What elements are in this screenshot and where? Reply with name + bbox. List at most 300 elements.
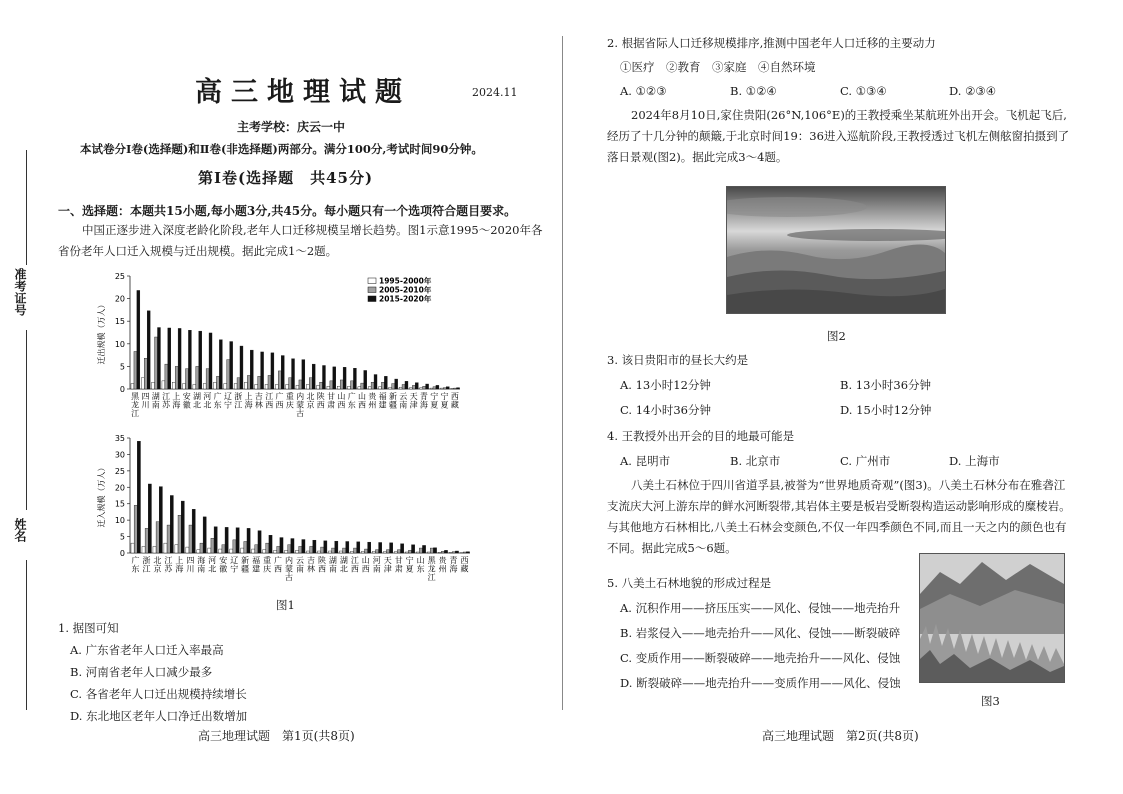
q1-option-b: B. 河南省老年人口减少最多 [70,665,213,679]
bar [299,546,302,553]
bar [144,358,147,389]
bar [263,550,266,553]
category-label: 湖北 [193,392,202,410]
figure1-charts [96,268,476,590]
bar [324,541,327,553]
bar [214,382,217,389]
bar [288,545,291,553]
bar [172,382,175,389]
bar [357,542,360,553]
bar [379,387,382,389]
category-label: 河北 [203,392,212,410]
bar [275,384,278,389]
bar [443,388,446,389]
category-label: 江西 [265,392,274,410]
bar [214,527,217,553]
footer-page2: 高三地理试题 第2页(共8页) [762,729,919,743]
q4-option-d: D. 上海市 [949,454,1000,468]
category-label: 辽宁 [230,556,239,574]
bar [158,328,161,389]
bar [203,384,206,389]
category-label: 广西 [275,392,284,410]
bar [219,340,222,389]
q3-option-c: C. 14小时36分钟 [620,403,711,417]
category-label: 江西 [350,556,359,574]
bar [147,311,150,389]
bar [364,370,367,389]
inmigration-chart [96,434,470,582]
category-label: 甘肃 [394,556,403,574]
bar [165,364,168,389]
bar [379,542,382,553]
bar [277,546,280,553]
category-label: 山西 [361,556,370,574]
bar [423,386,426,389]
bar [192,509,195,553]
category-label: 宁夏 [405,556,414,574]
legend-swatch [368,296,376,302]
category-label: 广东 [131,556,140,574]
y-tick-label: 30 [114,450,125,460]
bar [401,544,404,553]
q2-option-d: D. ②③④ [949,84,997,98]
q4-stem: 4. 王教授外出开会的目的地最可能是 [607,429,795,443]
q2-option-b: B. ①②④ [730,84,777,98]
bar [156,522,159,553]
bar [236,528,239,553]
category-label: 上海 [244,392,253,410]
bar [244,542,247,554]
bar [289,378,292,389]
q5-option-b: B. 岩浆侵入——地壳抬升——风化、侵蚀——断裂破碎 [620,626,901,640]
q3-option-d: D. 15小时12分钟 [840,403,932,417]
q3-option-a: A. 13小时12分钟 [620,378,711,392]
category-label: 宁夏 [440,392,449,410]
page-divider [562,36,563,710]
bar [189,525,192,553]
category-label: 北京 [153,556,162,574]
bar [390,543,393,553]
bar [206,369,209,389]
bar [350,551,353,553]
category-label: 甘肃 [327,392,336,410]
category-label: 天津 [409,392,418,410]
bar [374,375,377,389]
category-label: 四川 [141,392,150,410]
bar [131,384,134,389]
bar [137,441,140,553]
bar [321,547,324,553]
section-heading: 一、选择题：本题共15小题,每小题3分,共45分。每小题只有一个选项符合题目要求。 [58,204,517,218]
q2-option-c: C. ①③④ [840,84,887,98]
bar [389,387,392,389]
bar [339,551,342,553]
q3-option-b: B. 13小时36分钟 [840,378,932,392]
bar [440,388,443,389]
bar [285,550,288,553]
bar [278,371,281,389]
exam-id-label: 准考证号 [13,268,27,316]
bar [399,387,402,389]
category-label: 内蒙古 [296,392,305,418]
bar [430,388,433,389]
bar [433,548,436,553]
category-label: 海南 [197,556,206,574]
binding-line-top [26,150,27,265]
category-label: 安徽 [182,392,191,410]
legend-swatch [368,287,376,293]
footer-page1: 高三地理试题 第1页(共8页) [198,729,355,743]
bar [433,387,436,389]
bar [186,547,189,553]
bar [405,381,408,389]
bar [170,496,173,554]
bar [227,360,230,389]
bar [193,384,196,389]
bar [426,384,429,389]
bar [200,543,203,553]
bar [427,552,430,553]
category-label: 浙江 [142,556,151,574]
bar [405,552,408,553]
category-label: 新疆 [241,556,250,574]
bar [137,290,140,389]
bar [183,384,186,389]
bar [296,385,299,389]
bar [402,384,405,389]
bar [383,552,386,553]
bar [353,368,356,389]
y-tick-label: 25 [114,272,125,281]
bar [323,366,326,390]
q5-option-c: C. 变质作用——断裂破碎——地壳抬升——风化、侵蚀 [620,651,901,665]
category-label: 青海 [419,392,428,410]
y-tick-label: 10 [114,516,125,526]
legend-label: 2015-2020年 [379,294,432,304]
q5-option-d: D. 断裂破碎——地壳抬升——变质作用——风化、侵蚀 [620,676,901,690]
bar [292,359,295,389]
y-tick-label: 35 [114,434,125,443]
category-label: 上海 [172,392,181,410]
bar [250,350,253,389]
figure3-stone-forest-photo [919,553,1065,683]
bar [145,528,148,553]
name-label: 姓名 [13,518,27,542]
bar [332,548,335,553]
bar [224,384,227,389]
category-label: 青海 [449,556,458,574]
q3-stem: 3. 该日贵阳市的昼长大约是 [607,353,749,367]
bar [454,388,457,389]
category-label: 重庆 [263,556,272,574]
exam-title: 高三地理试题 [195,77,411,108]
category-label: 湖南 [151,392,160,410]
figure1-label: 图1 [276,598,295,612]
bar [296,550,299,553]
bar [274,550,277,553]
q2-factors: ①医疗 ②教育 ③家庭 ④自然环境 [620,60,816,74]
bar [219,549,222,553]
category-label: 山东 [416,556,425,574]
bar [271,353,274,389]
category-label: 贵州 [368,392,377,410]
legend-label: 1995-2000年 [379,276,432,286]
q2-option-a: A. ①②③ [620,84,667,98]
category-label: 西藏 [460,556,469,574]
q4-option-a: A. 昆明市 [620,454,671,468]
bar [457,388,460,389]
bar [415,383,418,389]
bar [222,545,225,553]
bar [265,384,268,389]
bar [354,548,357,553]
bar [444,550,447,553]
category-label: 黑龙江 [427,556,436,582]
bar [188,330,191,389]
bar [268,375,271,389]
bar [247,528,250,553]
y-tick-label: 15 [114,317,125,327]
bar [237,378,240,389]
bar [299,380,302,389]
bar [327,386,330,389]
bar [258,531,261,553]
category-label: 江苏 [162,392,171,410]
bar [358,387,361,389]
bar [348,386,351,389]
bar [302,540,305,553]
bar [233,540,236,553]
bar [225,527,228,553]
bar [280,538,283,553]
bar [247,375,250,389]
q1-option-c: C. 各省老年人口迁出规模持续增长 [70,687,247,701]
bar [430,548,433,553]
bar [261,352,264,389]
bar [368,387,371,389]
category-label: 广东 [347,392,356,410]
bar [168,328,171,389]
category-label: 湖南 [328,556,337,574]
bar [361,551,364,553]
category-label: 湖北 [339,556,348,574]
bar [252,549,255,553]
bar [155,337,158,389]
y-axis-label: 迁出规模（万人） [97,300,106,365]
bar [230,549,233,553]
bar [286,384,289,389]
category-label: 内蒙古 [285,556,294,582]
outmigration-chart [96,272,460,418]
figure2-sunset-photo [726,186,946,314]
bar [164,543,167,553]
bar [209,333,212,389]
category-label: 新疆 [388,392,397,410]
category-label: 四川 [186,556,195,574]
bar [452,552,455,553]
bar [244,382,247,389]
bar [175,366,178,389]
bar [346,542,349,554]
category-label: 河北 [208,556,217,574]
category-label: 陕西 [317,556,326,574]
bar [230,342,233,389]
bar [203,517,206,553]
bar [269,535,272,553]
bar [178,328,181,389]
category-label: 河南 [372,556,381,574]
category-label: 天津 [383,556,392,574]
category-label: 山西 [337,392,346,410]
bar [291,539,294,553]
bar [455,551,458,553]
bar [306,384,309,389]
q5-6-paragraph: 八美土石林位于四川省道孚县,被誉为“世界地质奇观”(图3)。八美土石林分布在雅砻江支流庆大河上游东岸的鲜水河断裂带,其岩体主要是板岩受断裂构造运动影响形成的糜棱岩。与其他地方石林相比,八美土石林会变颜色,不仅一年四季颜色不同,而且一天之内的颜色也有不同。据此完成5～6题。 [607,478,1071,555]
bar [175,545,178,553]
bar [392,384,395,389]
bar [438,552,441,553]
bar [306,551,309,553]
bar [441,551,444,553]
part-one-heading: 第Ⅰ卷(选择题 共45分) [198,169,374,187]
bar [343,367,346,389]
bar [317,551,320,553]
bar [255,384,258,389]
exam-notice: 本试卷分Ⅰ卷(选择题)和Ⅱ卷(非选择题)两部分。满分100分,考试时间90分钟。 [80,142,483,156]
bar [153,546,156,553]
category-label: 辽宁 [223,392,232,410]
category-label: 贵州 [438,556,447,574]
bar [141,378,144,389]
category-label: 广西 [274,556,283,574]
bar [333,367,336,389]
q1-stem: 1. 据图可知 [58,621,119,635]
q4-option-b: B. 北京市 [730,454,781,468]
bar [408,550,411,553]
category-label: 宁夏 [430,392,439,410]
bar [152,382,155,389]
bar [312,364,315,389]
bar [361,383,364,389]
bar [335,541,338,553]
bar [186,369,189,389]
y-tick-label: 20 [114,483,125,493]
q3-4-paragraph: 2024年8月10日,家住贵阳(26°N,106°E)的王教授乘坐某航班外出开会。飞机起飞后,经历了十几分钟的颠簸,于北京时间19：36进入巡航阶段,王教授透过飞机左侧舷窗拍摄到了落日景观(图2)。据此完成3～4题。 [607,108,1070,164]
bar [343,548,346,553]
category-label: 陕西 [316,392,325,410]
category-label: 北京 [306,392,315,410]
sponsor-school: 主考学校：庆云一中 [237,120,346,134]
binding-line-middle [26,330,27,510]
category-label: 吉林 [306,556,315,574]
bar [337,386,340,389]
category-label: 福建 [378,392,387,410]
bar [368,542,371,553]
y-tick-label: 20 [114,294,125,304]
bar [446,387,449,389]
bar [208,548,211,553]
exam-date: 2024.11 [472,86,518,99]
bar [266,543,269,553]
bar [134,505,137,553]
bar [302,360,305,389]
bar [240,346,243,389]
category-label: 云南 [296,556,304,574]
q1-option-d: D. 东北地区老年人口净迁出数增加 [70,709,248,723]
bar [134,351,137,389]
bar [372,551,375,553]
legend-swatch [368,278,376,284]
category-label: 浙江 [234,392,243,410]
bar [211,538,214,553]
bar [313,540,316,553]
bar [386,550,389,553]
bar [449,552,452,553]
bar [375,550,378,553]
figure3-label: 图3 [981,694,1000,708]
bar [420,388,423,389]
bar [419,548,422,553]
y-tick-label: 10 [114,339,125,349]
bar [412,385,415,389]
q5-stem: 5. 八美土石林地貌的形成过程是 [607,576,772,590]
intro-paragraph: 中国正逐步进入深度老龄化阶段,老年人口迁移规模呈增长趋势。图1示意1995～2020年各省份老年人口迁入规模与迁出规模。据此完成1～2题。 [58,223,543,258]
bar [255,545,258,553]
y-tick-label: 25 [114,466,125,476]
y-tick-label: 5 [119,362,125,372]
bar [197,550,200,553]
bar [412,545,415,553]
bar [131,543,134,553]
bar [241,548,244,553]
category-label: 江苏 [164,556,173,574]
category-label: 上海 [175,556,184,574]
bar [351,381,354,389]
bar [364,549,367,553]
bar [167,525,170,553]
bar [142,546,145,553]
bar [436,385,439,389]
category-label: 云南 [399,392,408,410]
bar [181,501,184,553]
category-label: 重庆 [285,392,294,410]
legend-label: 2005-2010年 [379,285,432,295]
figure2-label: 图2 [827,329,846,343]
y-tick-label: 0 [119,549,125,558]
category-label: 安徽 [219,556,228,574]
q2-stem: 2. 根据省际人口迁移规模排序,推测中国老年人口迁移的主要动力 [607,36,936,50]
bar [416,552,419,553]
bar [371,382,374,389]
category-label: 山西 [358,392,367,410]
bar [148,484,151,553]
q5-option-a: A. 沉积作用——挤压压实——风化、侵蚀——地壳抬升 [620,601,901,615]
bar [162,381,165,389]
y-tick-label: 5 [119,532,125,542]
q1-option-a: A. 广东省老年人口迁入率最高 [70,643,224,657]
bar [422,545,425,553]
bar [328,551,331,553]
bar [199,331,202,389]
category-label: 黑龙江 [131,392,140,418]
bar [320,382,323,389]
bar [409,388,412,389]
y-tick-label: 15 [114,499,125,509]
bar [397,550,400,553]
bar [466,552,469,553]
bar [309,378,312,389]
bar [463,552,466,553]
